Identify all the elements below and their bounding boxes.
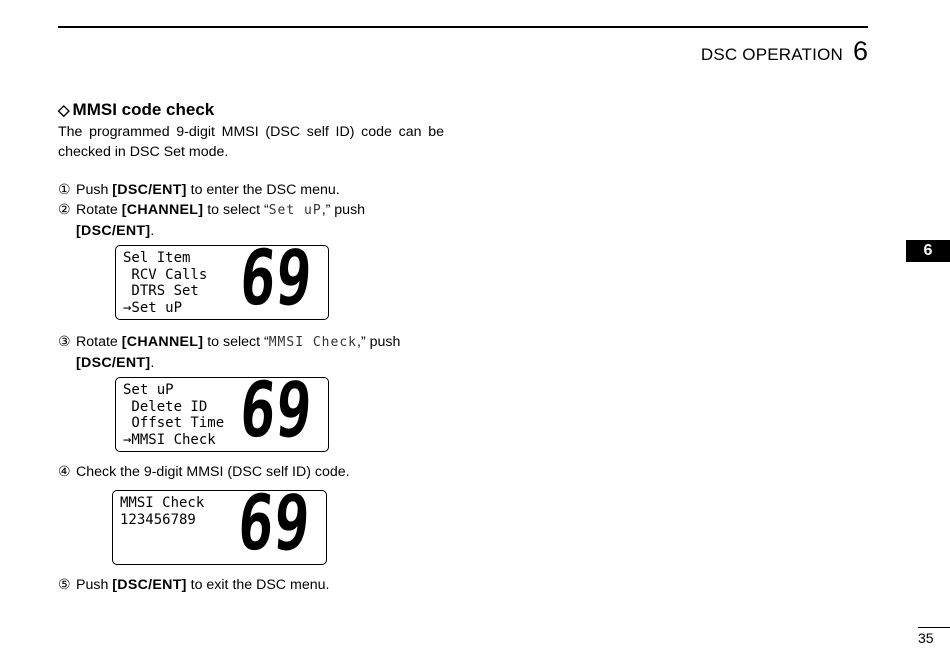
- chapter-title: DSC OPERATION: [700, 45, 843, 64]
- key-dsc-ent: [DSC/ENT]: [76, 223, 151, 239]
- step-5: [58, 575, 444, 595]
- lcd-display-3: [112, 478, 327, 567]
- diamond-icon: ◇: [58, 102, 70, 119]
- lcd-line: DTRS Set: [123, 283, 199, 299]
- step-text: Rotate: [76, 202, 122, 218]
- header-rule: [58, 26, 868, 28]
- step-text: to select “: [203, 334, 269, 350]
- chapter-number: 6: [852, 36, 868, 66]
- footer-rule: [918, 627, 950, 628]
- step-text: ,” push: [357, 334, 401, 350]
- step-number: ①: [58, 182, 71, 198]
- section-title: MMSI code check: [72, 100, 215, 119]
- lcd-line: Delete ID: [123, 398, 208, 415]
- step-1: [58, 180, 444, 200]
- lcd-line: RCV Calls: [123, 266, 208, 283]
- key-channel: [CHANNEL]: [121, 334, 204, 350]
- lcd-menu-word: MMSI Check: [268, 335, 357, 350]
- step-number: ③: [58, 334, 71, 350]
- lcd-line: Sel Item: [123, 250, 191, 266]
- step-text: to enter the DSC menu.: [186, 182, 340, 198]
- lcd-line: Offset Time: [123, 415, 225, 431]
- lcd-channel-number: 69: [235, 478, 314, 567]
- step-text: to select “: [203, 202, 269, 218]
- step-number: ②: [58, 202, 71, 218]
- step-text: Push: [76, 577, 113, 593]
- step-text: to exit the DSC menu.: [186, 577, 330, 593]
- lcd-channel-number: 69: [237, 233, 316, 322]
- chapter-header: [701, 36, 868, 67]
- lcd-line: MMSI Check: [120, 495, 205, 511]
- section-heading: [58, 100, 444, 120]
- lcd-line: Set uP: [123, 382, 174, 398]
- step-text: .: [150, 355, 155, 371]
- step-number: ④: [58, 464, 71, 480]
- section-content: [58, 100, 444, 595]
- lcd-channel-number: 69: [237, 365, 316, 454]
- key-channel: [CHANNEL]: [121, 202, 204, 218]
- section-intro: The programmed 9-digit MMSI (DSC self ID) code can be checked in DSC Set mode.: [58, 124, 444, 160]
- lcd-line: →MMSI Check: [123, 431, 216, 448]
- page-number: 35: [918, 630, 934, 646]
- step-text: Rotate: [76, 334, 122, 350]
- chapter-side-tab: 6: [906, 240, 950, 262]
- key-dsc-ent: [DSC/ENT]: [112, 182, 187, 198]
- step-text: .: [150, 223, 155, 239]
- lcd-line: →Set uP: [123, 299, 183, 316]
- lcd-display-1: [115, 233, 329, 322]
- step-text: ,” push: [321, 202, 366, 218]
- lcd-line: 123456789: [120, 511, 196, 528]
- key-dsc-ent: [DSC/ENT]: [76, 355, 151, 371]
- lcd-display-2: [115, 365, 329, 454]
- lcd-menu-word: Set uP: [268, 203, 322, 218]
- step-number: ⑤: [58, 577, 71, 593]
- step-text: Check the 9-digit MMSI (DSC self ID) code.: [76, 464, 350, 480]
- key-dsc-ent: [DSC/ENT]: [112, 577, 187, 593]
- step-text: Push: [76, 182, 113, 198]
